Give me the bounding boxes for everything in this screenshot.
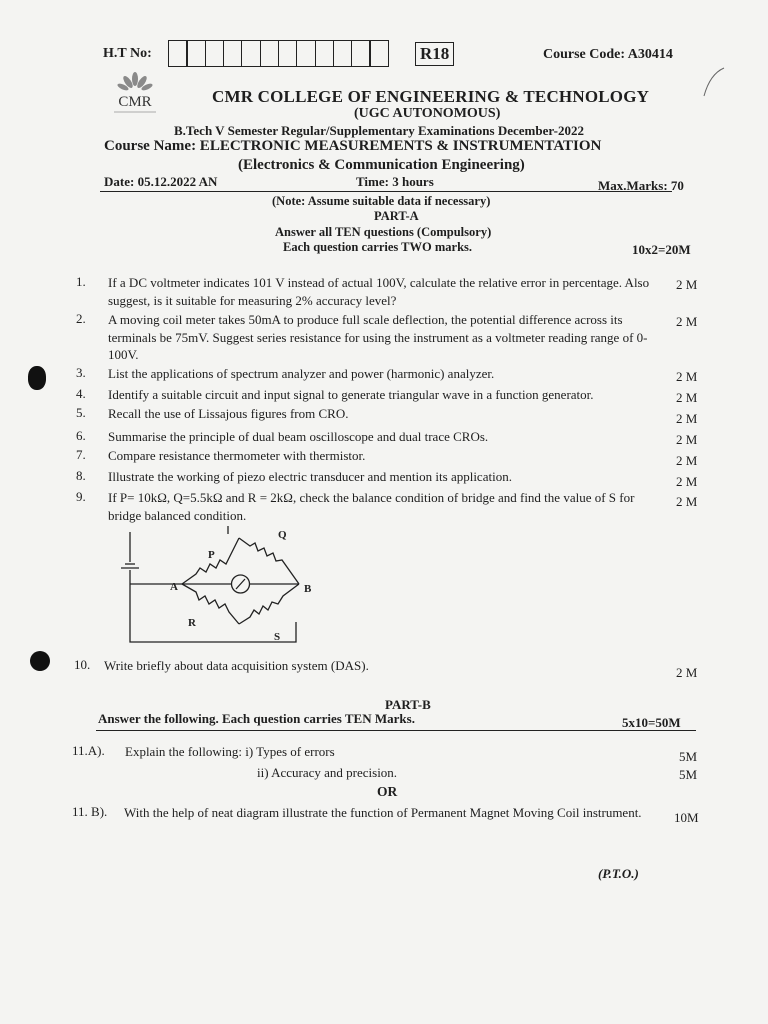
part-b-instruction: Answer the following. Each question carries TEN Marks. (98, 711, 415, 726)
question-marks: 2 M (676, 314, 698, 329)
part-b-title: PART-B (385, 697, 431, 712)
question-marks: 2 M (676, 369, 698, 384)
resistor-s-label: S (274, 631, 281, 643)
question-number: 11. B). (72, 804, 108, 819)
question-marks: 2 M (676, 390, 698, 405)
part-a-marks-instruction: Each question carries TWO marks. (283, 240, 473, 254)
college-name: CMR COLLEGE OF ENGINEERING & TECHNOLOGY (212, 87, 650, 106)
node-a-label: A (170, 581, 178, 593)
autonomy-status: (UGC AUTONOMOUS) (354, 106, 501, 121)
college-logo (104, 71, 166, 117)
question-marks: 10M (674, 810, 699, 825)
htno-label: H.T No: (103, 46, 152, 61)
question-marks: 2 M (676, 411, 698, 426)
question-number: 8. (76, 468, 86, 483)
part-a-title: PART-A (374, 209, 419, 223)
htno-box (351, 40, 371, 67)
part-b-marks: 5x10=50M (622, 715, 681, 730)
question-text: Compare resistance thermometer with thermistor. (108, 448, 366, 463)
punch-hole (30, 651, 50, 671)
question-number: 7. (76, 447, 86, 462)
question-number: 2. (76, 311, 86, 326)
branch-name: (Electronics & Communication Engineering) (238, 157, 525, 173)
resistor-p-label: P (208, 549, 215, 561)
question-text: List the applications of spectrum analyzer and power (harmonic) analyzer. (108, 366, 495, 381)
or-separator: OR (377, 784, 398, 799)
htno-box (223, 40, 243, 67)
question-text: With the help of neat diagram illustrate the function of Permanent Magnet Moving Coil instrument. (124, 805, 642, 820)
max-marks: Max.Marks: 70 (598, 178, 684, 193)
htno-box (205, 40, 225, 67)
question-marks: 2 M (676, 665, 698, 680)
wheatstone-bridge-diagram (112, 522, 342, 650)
question-number: 6. (76, 428, 86, 443)
htno-box (278, 40, 298, 67)
question-marks: 2 M (676, 453, 698, 468)
question-text: Identify a suitable circuit and input signal to generate triangular wave in a function generator. (108, 387, 594, 402)
htno-input-boxes (168, 40, 388, 67)
course-name: Course Name: ELECTRONIC MEASUREMENTS & INSTRUMENTATION (104, 138, 602, 154)
htno-box (168, 40, 188, 67)
pen-mark (700, 66, 730, 100)
question-text: Recall the use of Lissajous figures from CRO. (108, 406, 349, 421)
question-number: 11.A). (72, 743, 105, 758)
htno-box (241, 40, 261, 67)
htno-box (369, 40, 389, 67)
regulation-badge: R18 (415, 42, 454, 66)
punch-hole (28, 366, 46, 390)
question-marks: 2 M (676, 277, 698, 292)
question-marks: 2 M (676, 474, 698, 489)
part-a-marks: 10x2=20M (632, 242, 691, 257)
question-marks: 2 M (676, 494, 698, 509)
question-text: Summarise the principle of dual beam oscilloscope and dual trace CROs. (108, 429, 489, 444)
exam-date: Date: 05.12.2022 AN (104, 174, 218, 189)
question-text: If P= 10kΩ, Q=5.5kΩ and R = 2kΩ, check the balance condition of bridge and find the value of S for bridge balanced condition. (108, 490, 635, 523)
course-code: Course Code: A30414 (543, 47, 673, 62)
question-text: A moving coil meter takes 50mA to produce full scale deflection, the potential difference across its terminals be 75mV. Suggest series resistance for using the instrument as a voltmeter reading range of 0-100V. (108, 312, 648, 362)
htno-box (315, 40, 335, 67)
resistor-r-label: R (188, 617, 196, 629)
question-number: 1. (76, 274, 86, 289)
question-number: 3. (76, 365, 86, 380)
htno-box (333, 40, 353, 67)
part-a-instruction: Answer all TEN questions (Compulsory) (275, 225, 492, 239)
htno-box (186, 40, 206, 67)
resistor-q-label: Q (278, 529, 287, 541)
question-marks: 2 M (676, 432, 698, 447)
question-number: 10. (74, 657, 91, 672)
question-subpart: ii) Accuracy and precision. (257, 765, 398, 780)
question-number: 9. (76, 489, 86, 504)
note: (Note: Assume suitable data if necessary) (272, 194, 491, 208)
header-divider (100, 191, 672, 192)
question-text: If a DC voltmeter indicates 101 V instead of actual 100V, calculate the relative error in percentage. Also suggest, is it suitable for measuring 2% accuracy level? (108, 275, 650, 308)
exam-time: Time: 3 hours (356, 174, 434, 189)
htno-box (260, 40, 280, 67)
part-b-divider (96, 730, 696, 731)
exam-title: B.Tech V Semester Regular/Supplementary Examinations December-2022 (174, 123, 584, 138)
question-text: Explain the following: i) Types of errors (125, 744, 335, 759)
question-text: Illustrate the working of piezo electric transducer and mention its application. (108, 469, 512, 484)
question-marks: 5M (679, 767, 698, 782)
logo-text: CMR (118, 94, 152, 110)
node-b-label: B (304, 583, 312, 595)
question-marks: 5M (679, 749, 698, 764)
question-number: 5. (76, 405, 86, 420)
question-number: 4. (76, 386, 86, 401)
pto-note: (P.T.O.) (598, 866, 639, 881)
htno-box (296, 40, 316, 67)
question-text: Write briefly about data acquisition system (DAS). (104, 658, 369, 673)
